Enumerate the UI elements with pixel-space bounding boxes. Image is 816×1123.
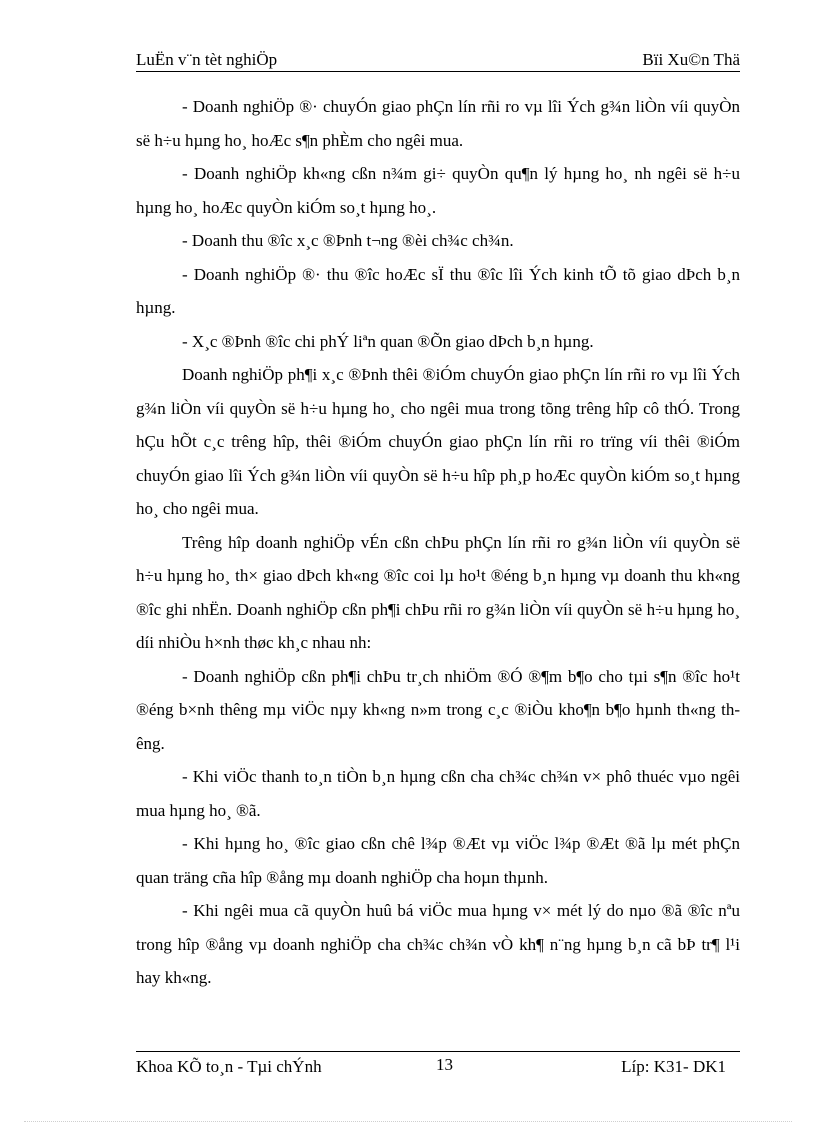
paragraph: Trêng hîp doanh nghiÖp vÉn cßn chÞu phÇn lín rñi ro g¾n liÒn víi quyÒn së h÷u hµng ho¸ th× giao dÞch kh«ng ®îc coi lµ ho¹t ®éng b¸n hµng vµ doanh thu kh«ng ®îc ghi nhËn. Doanh nghiÖp cßn ph¶i chÞu rñi ro g¾n liÒn víi quyÒn së h÷u hµng ho¸ díi nhiÒu h×nh thøc kh¸c nhau nh: [136,532,740,652]
paragraph: - Doanh nghiÖp ®· thu ®îc hoÆc sÏ thu ®îc lîi Ých kinh tÕ tõ giao dÞch b¸n hµng. [136,264,740,317]
paragraph: - Khi hµng ho¸ ®îc giao cßn chê l¾p ®Æt vµ viÖc l¾p ®Æt ®ã lµ mét phÇn quan träng cña hîp ®ång mµ doanh nghiÖp cha hoµn thµnh. [136,834,740,887]
document-body [136,90,740,995]
paragraph: - Khi viÖc thanh to¸n tiÒn b¸n hµng cßn cha ch¾c ch¾n v× phô thuéc vµo ngêi mua hµng ho¸ ®ã. [136,767,740,820]
page-footer [136,1055,740,1077]
page-number: 13 [436,1055,453,1074]
page-edge-dots [24,1121,792,1122]
footer-department: Khoa KÕ to¸n - Tµi chÝnh [136,1057,322,1076]
paragraph: - X¸c ®Þnh ®îc chi phÝ liªn quan ®Õn giao dÞch b¸n hµng. [182,331,594,351]
header-author: Bïi Xu©n Thä [642,50,740,69]
paragraph: - Doanh nghiÖp kh«ng cßn n¾m gi÷ quyÒn qu¶n lý hµng ho¸ nh ngêi së h÷u hµng ho¸ hoÆc quyÒn kiÓm so¸t hµng ho¸. [136,164,740,217]
paragraph: Doanh nghiÖp ph¶i x¸c ®Þnh thêi ®iÓm chuyÓn giao phÇn lín rñi ro vµ lîi Ých g¾n liÒn víi quyÒn së h÷u hµng ho¸ cho ngêi mua trong tõng trêng hîp cô thÓ. Trong hÇu hÕt c¸c trêng hîp, thêi ®iÓm chuyÓn giao phÇn lín rñi ro trïng víi thêi ®iÓm chuyÓn giao lîi Ých g¾n liÒn víi quyÒn së h÷u hîp ph¸p hoÆc quyÒn kiÓm so¸t hµng ho¸ cho ngêi mua. [136,365,740,518]
footer-divider [136,1051,740,1052]
paragraph: - Doanh nghiÖp ®· chuyÓn giao phÇn lín rñi ro vµ lîi Ých g¾n liÒn víi quyÒn së h÷u hµng ho¸ hoÆc s¶n phÈm cho ngêi mua. [136,97,740,150]
page-header [136,50,740,72]
paragraph: - Doanh thu ®îc x¸c ®Þnh t¬ng ®èi ch¾c ch¾n. [182,231,514,250]
header-divider [136,71,740,72]
paragraph: - Khi ngêi mua cã quyÒn huû bá viÖc mua hµng v× mét lý do nµo ®ã ®îc nªu trong hîp ®ång vµ doanh nghiÖp cha ch¾c ch¾n vÒ kh¶ n¨ng hµng b¸n cã bÞ tr¶ l¹i hay kh«ng. [136,901,740,987]
header-thesis-title: LuËn v¨n tèt nghiÖp [136,50,278,69]
paragraph: - Doanh nghiÖp cßn ph¶i chÞu tr¸ch nhiÖm ®Ó ®¶m b¶o cho tµi s¶n ®îc ho¹t ®éng b×nh thêng mµ viÖc nµy kh«ng n»m trong c¸c ®iÒu kho¶n b¶o hµnh th«ng thêng. [136,666,740,753]
footer-class: Líp: K31- DK1 [621,1057,726,1076]
